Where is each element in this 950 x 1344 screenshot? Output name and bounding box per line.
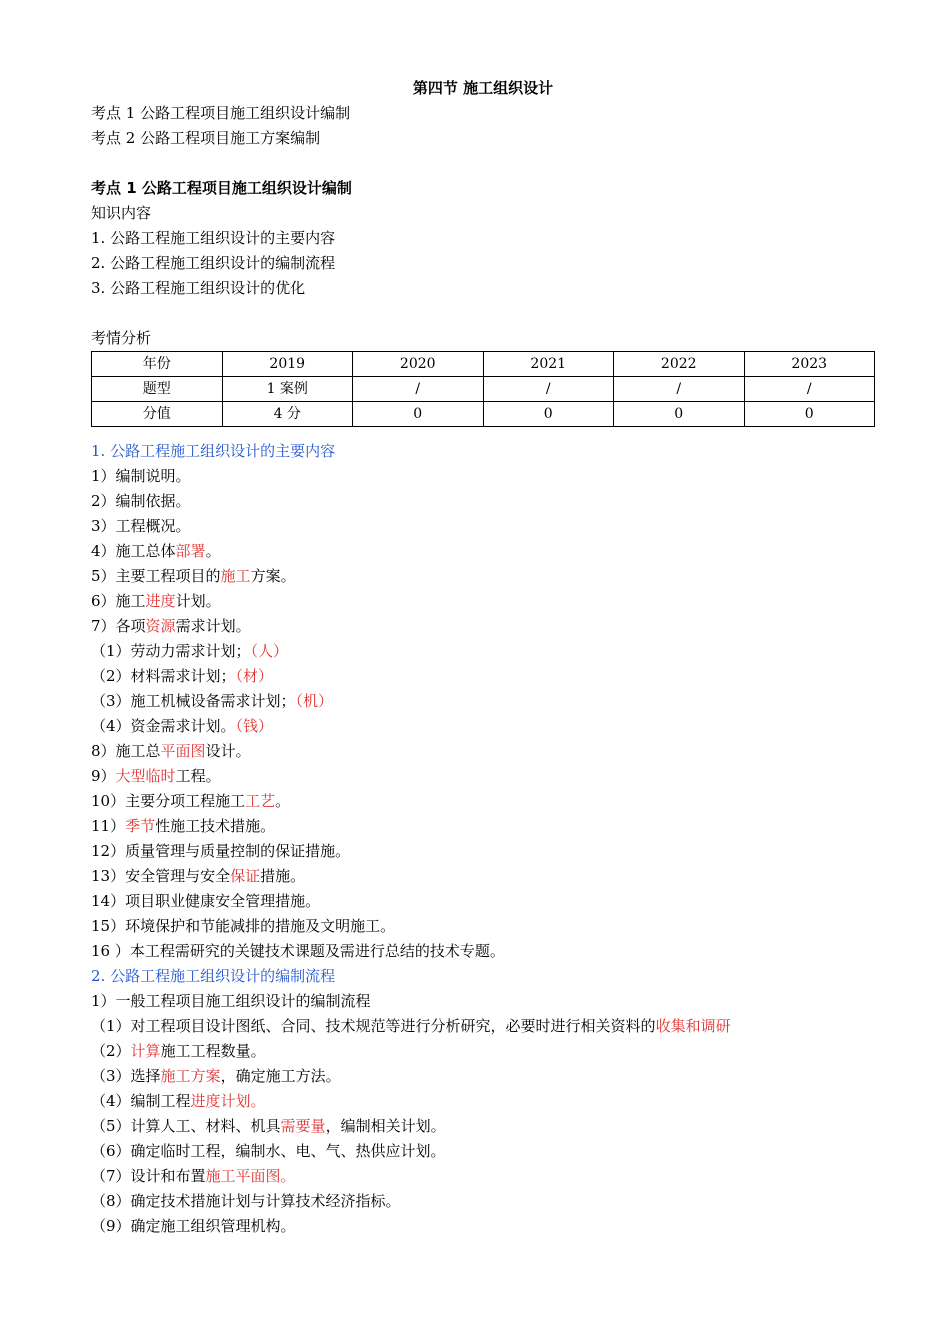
item-text: 7）各项 (91, 617, 146, 635)
table-cell: 分值 (92, 402, 223, 427)
item-text: 性施工技术措施。 (155, 817, 276, 835)
item-text: 方案。 (250, 567, 296, 585)
highlight-text: 季节 (125, 817, 156, 835)
highlight-text: （人） (250, 642, 289, 660)
toc-item-1: 考点 1 公路工程项目施工组织设计编制 (91, 104, 351, 122)
content-item (91, 464, 875, 489)
item-text: 3）工程概况。 (91, 517, 191, 535)
highlight-text: 资源 (145, 617, 176, 635)
table-cell: 2023 (744, 352, 875, 377)
item-text: 计划。 (175, 592, 221, 610)
table-cell: 0 (353, 402, 484, 427)
item-text: （8）确定技术措施计划与计算技术经济指标。 (91, 1192, 401, 1210)
content-item (91, 589, 875, 614)
knowledge-item-1: 1. 公路工程施工组织设计的主要内容 (91, 229, 336, 247)
content-item (91, 514, 875, 539)
content-list (91, 464, 875, 964)
content-item (91, 789, 875, 814)
item-text: 。 (275, 792, 291, 810)
table-cell: / (614, 377, 745, 402)
highlight-text: 部署 (175, 542, 206, 560)
highlight-text: （机） (295, 692, 334, 710)
content-item (91, 664, 875, 689)
process-item (91, 1089, 875, 1114)
content-item (91, 714, 875, 739)
item-text: （4）编制工程 (91, 1092, 191, 1110)
table-cell: / (353, 377, 484, 402)
table-row (92, 402, 875, 427)
item-text: 4）施工总体 (91, 542, 176, 560)
content-item (91, 839, 875, 864)
table-cell: 2020 (353, 352, 484, 377)
highlight-text: 工艺 (245, 792, 276, 810)
process-item (91, 1114, 875, 1139)
content-item (91, 489, 875, 514)
content-item (91, 639, 875, 664)
highlight-text: 保证 (230, 867, 261, 885)
item-text: （2） (91, 1042, 131, 1060)
process-sub-heading: 1）一般工程项目施工组织设计的编制流程 (91, 992, 371, 1010)
knowledge-label: 知识内容 (91, 204, 152, 222)
item-text: 16 ）本工程需研究的关键技术课题及需进行总结的技术专题。 (91, 942, 505, 960)
item-text: （5）计算人工、材料、机具 (91, 1117, 281, 1135)
table-cell: 1 案例 (222, 377, 353, 402)
item-text: （3）施工机械设备需求计划； (91, 692, 296, 710)
table-cell: 2019 (222, 352, 353, 377)
process-item (91, 1164, 875, 1189)
process-list (91, 1014, 875, 1239)
table-cell: 2021 (483, 352, 614, 377)
table-row (92, 352, 875, 377)
highlight-text: 进度 (145, 592, 176, 610)
process-item (91, 1039, 875, 1064)
highlight-text: 施工平面图。 (205, 1167, 296, 1185)
item-text: 12）质量管理与质量控制的保证措施。 (91, 842, 351, 860)
item-text: （6）确定临时工程，编制水、电、气、热供应计划。 (91, 1142, 446, 1160)
content-item (91, 614, 875, 639)
table-cell: 题型 (92, 377, 223, 402)
content-item (91, 539, 875, 564)
table-cell: 0 (483, 402, 614, 427)
process-item (91, 1214, 875, 1239)
document-page (91, 76, 875, 1239)
item-text: （7）设计和布置 (91, 1167, 206, 1185)
item-text: ，编制相关计划。 (325, 1117, 446, 1135)
highlight-text: 施工方案 (160, 1067, 221, 1085)
table-row (92, 377, 875, 402)
content-item (91, 764, 875, 789)
process-item (91, 1014, 875, 1039)
highlight-text: 大型临时 (115, 767, 176, 785)
item-text: 10）主要分项工程施工 (91, 792, 246, 810)
item-text: 需求计划。 (175, 617, 251, 635)
item-text: 。 (205, 542, 221, 560)
content-item (91, 814, 875, 839)
page-title: 第四节 施工组织设计 (412, 79, 554, 97)
item-text: （9）确定施工组织管理机构。 (91, 1217, 296, 1235)
item-text: 13）安全管理与安全 (91, 867, 231, 885)
item-text: 工程。 (175, 767, 221, 785)
highlight-text: 平面图 (160, 742, 206, 760)
process-item (91, 1189, 875, 1214)
table-cell: / (483, 377, 614, 402)
exam-analysis-table (91, 351, 875, 427)
item-text: 措施。 (260, 867, 306, 885)
process-item (91, 1064, 875, 1089)
item-text: 14）项目职业健康安全管理措施。 (91, 892, 321, 910)
item-text: 5）主要工程项目的 (91, 567, 221, 585)
content-item (91, 739, 875, 764)
highlight-text: 需要量 (280, 1117, 326, 1135)
item-text: 9） (91, 767, 116, 785)
highlight-text: 收集和调研 (655, 1017, 731, 1035)
content-heading: 1. 公路工程施工组织设计的主要内容 (91, 442, 336, 460)
knowledge-item-2: 2. 公路工程施工组织设计的编制流程 (91, 254, 336, 272)
highlight-text: （钱） (235, 717, 274, 735)
item-text: 施工工程数量。 (160, 1042, 266, 1060)
item-text: （1）劳动力需求计划； (91, 642, 251, 660)
item-text: 11） (91, 817, 126, 835)
highlight-text: 施工 (220, 567, 251, 585)
content-item (91, 889, 875, 914)
content-item (91, 914, 875, 939)
analysis-label: 考情分析 (91, 329, 152, 347)
item-text: 15）环境保护和节能减排的措施及文明施工。 (91, 917, 396, 935)
content-item (91, 564, 875, 589)
item-text: 1）编制说明。 (91, 467, 191, 485)
item-text: （1）对工程项目设计图纸、合同、技术规范等进行分析研究，必要时进行相关资料的 (91, 1017, 656, 1035)
knowledge-item-3: 3. 公路工程施工组织设计的优化 (91, 279, 306, 297)
content-item (91, 689, 875, 714)
content-item (91, 864, 875, 889)
highlight-text: 进度计划。 (190, 1092, 266, 1110)
table-cell: 0 (614, 402, 745, 427)
item-text: 设计。 (205, 742, 251, 760)
section-heading: 考点 1 公路工程项目施工组织设计编制 (91, 179, 352, 197)
toc-item-2: 考点 2 公路工程项目施工方案编制 (91, 129, 321, 147)
table-cell: 年份 (92, 352, 223, 377)
item-text: （2）材料需求计划； (91, 667, 236, 685)
highlight-text: （材） (235, 667, 274, 685)
item-text: 6）施工 (91, 592, 146, 610)
table-cell: 2022 (614, 352, 745, 377)
content-item (91, 939, 875, 964)
item-text: 8）施工总 (91, 742, 161, 760)
item-text: （3）选择 (91, 1067, 161, 1085)
process-item (91, 1139, 875, 1164)
table-cell: / (744, 377, 875, 402)
item-text: 2）编制依据。 (91, 492, 191, 510)
item-text: （4）资金需求计划。 (91, 717, 236, 735)
process-heading: 2. 公路工程施工组织设计的编制流程 (91, 967, 336, 985)
table-cell: 0 (744, 402, 875, 427)
highlight-text: 计算 (130, 1042, 161, 1060)
table-cell: 4 分 (222, 402, 353, 427)
item-text: ，确定施工方法。 (220, 1067, 341, 1085)
